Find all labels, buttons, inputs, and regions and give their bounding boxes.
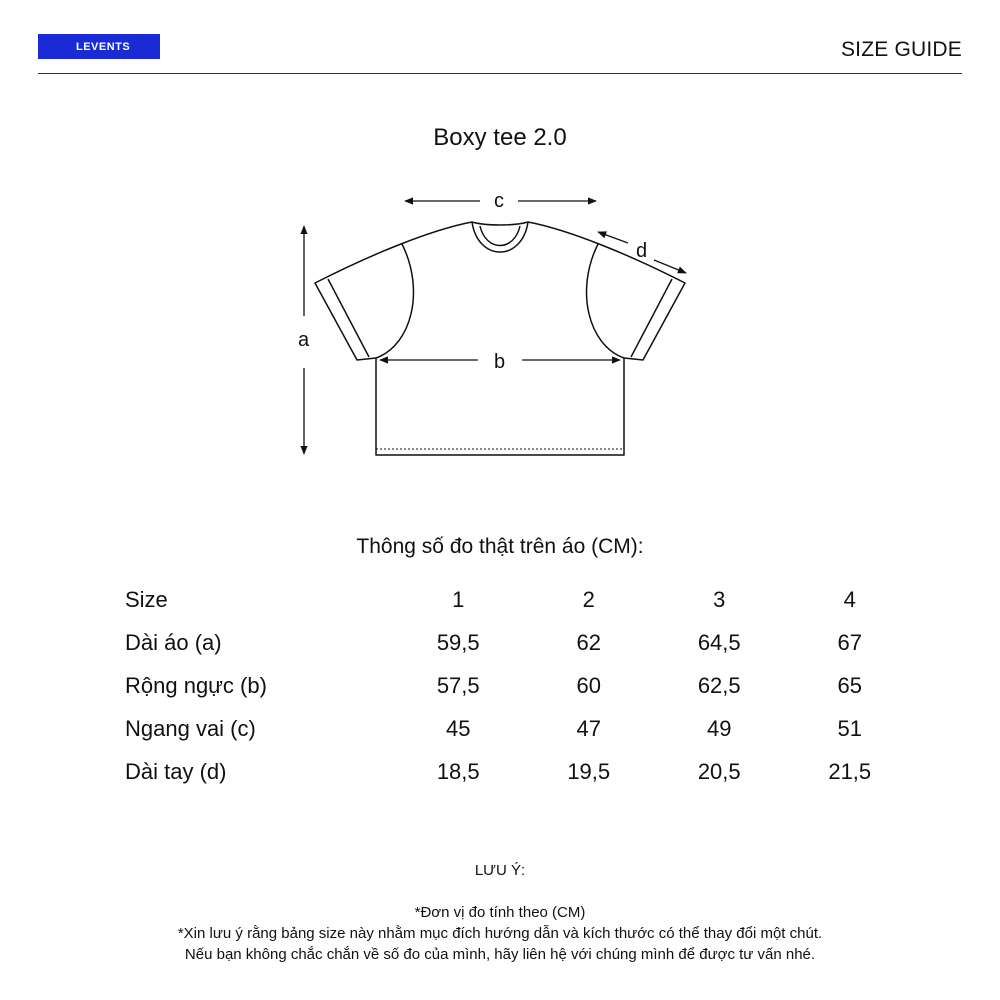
tshirt-outline xyxy=(315,222,685,455)
table-row xyxy=(115,621,915,664)
table-cell: 20,5 xyxy=(697,758,741,784)
header-divider xyxy=(38,73,962,74)
table-row xyxy=(115,707,915,750)
row-label: Dài áo (a) xyxy=(125,629,222,655)
table-cell: 21,5 xyxy=(828,758,872,784)
table-row xyxy=(115,664,915,707)
size-header: 2 xyxy=(582,586,595,612)
product-title: Boxy tee 2.0 xyxy=(433,124,567,151)
brand-logo xyxy=(38,34,160,59)
size-header: 3 xyxy=(713,586,726,612)
table-cell: 18,5 xyxy=(436,758,480,784)
table-cell: 49 xyxy=(706,715,732,741)
table-cell: 51 xyxy=(837,715,862,741)
size-header: 1 xyxy=(452,586,465,612)
table-cell: 60 xyxy=(576,672,601,698)
note-line: *Xin lưu ý rằng bảng size này nhằm mục đích hướng dẫn và kích thước có thể thay đổi một chút. xyxy=(177,925,823,942)
label-c: c xyxy=(494,190,504,212)
table-cell: 19,5 xyxy=(567,758,611,784)
size-table xyxy=(115,578,915,793)
table-cell: 62,5 xyxy=(697,672,741,698)
header-label: Size xyxy=(125,586,168,612)
table-title: Thông số đo thật trên áo (CM): xyxy=(356,535,644,558)
table-cell: 67 xyxy=(837,629,862,655)
table-cell: 45 xyxy=(445,715,471,741)
note-line: Nếu bạn không chắc chắn về số đo của mình, hãy liên hệ với chúng mình để được tư vấn nhé. xyxy=(184,946,816,963)
notes-section xyxy=(0,860,1000,965)
table-cell: 59,5 xyxy=(436,629,480,655)
table-header-row xyxy=(115,578,915,621)
row-label: Dài tay (d) xyxy=(125,758,227,784)
row-label: Ngang vai (c) xyxy=(125,715,256,741)
label-b: b xyxy=(494,351,506,373)
notes-heading: LƯU Ý: xyxy=(474,862,526,879)
size-header: 4 xyxy=(843,586,856,612)
table-cell: 47 xyxy=(576,715,601,741)
row-label: Rộng ngực (b) xyxy=(125,672,267,698)
table-cell: 62 xyxy=(576,629,601,655)
tshirt-measurement-diagram xyxy=(280,180,720,480)
table-cell: 57,5 xyxy=(436,672,480,698)
note-line: *Đơn vị đo tính theo (CM) xyxy=(414,904,586,921)
table-cell: 65 xyxy=(837,672,862,698)
label-a: a xyxy=(298,329,310,351)
page-title: SIZE GUIDE xyxy=(840,38,962,61)
label-d: d xyxy=(636,240,648,262)
table-cell: 64,5 xyxy=(697,629,741,655)
brand-name: LEVENTS xyxy=(76,40,131,53)
table-row xyxy=(115,750,915,793)
